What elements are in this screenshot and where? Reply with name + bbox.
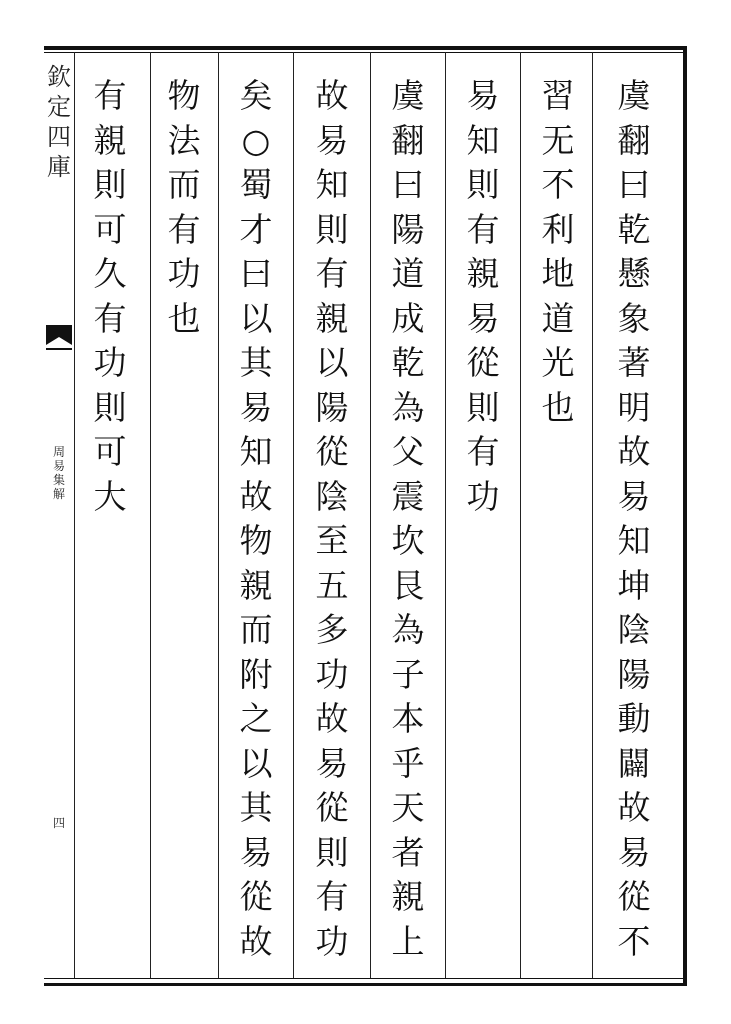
glyph: 才 bbox=[239, 209, 273, 249]
glyph: 則 bbox=[93, 165, 127, 204]
glyph: 无 bbox=[541, 120, 575, 160]
frame-bottom-inner-border bbox=[44, 978, 686, 979]
text-column bbox=[152, 74, 216, 341]
glyph: 從 bbox=[315, 788, 349, 827]
glyph: 可 bbox=[93, 209, 127, 249]
glyph: 象 bbox=[617, 298, 651, 338]
glyph: 欽 bbox=[47, 63, 71, 91]
glyph: 功 bbox=[315, 654, 349, 694]
glyph: ○ bbox=[241, 120, 271, 160]
column-rule bbox=[370, 52, 371, 978]
glyph: 以 bbox=[239, 298, 273, 338]
glyph: 多 bbox=[315, 610, 349, 649]
glyph: 周 bbox=[52, 445, 65, 459]
glyph: 故 bbox=[617, 788, 651, 827]
glyph: 易 bbox=[239, 832, 273, 872]
glyph: 親 bbox=[466, 254, 500, 293]
glyph: 四 bbox=[47, 123, 71, 151]
glyph: 有 bbox=[93, 76, 127, 115]
glyph: 也 bbox=[541, 387, 575, 427]
glyph: 故 bbox=[315, 699, 349, 738]
glyph: 則 bbox=[315, 832, 349, 872]
fishtail-mark-icon bbox=[44, 323, 74, 353]
glyph: 易 bbox=[315, 120, 349, 160]
glyph: 坤 bbox=[617, 565, 651, 605]
glyph: 虞 bbox=[617, 76, 651, 115]
glyph: 之 bbox=[239, 699, 273, 738]
glyph: 易 bbox=[466, 76, 500, 115]
glyph: 著 bbox=[617, 343, 651, 382]
glyph: 懸 bbox=[617, 254, 651, 293]
glyph: 故 bbox=[239, 476, 273, 516]
glyph: 至 bbox=[315, 521, 349, 560]
frame-top-inner-border bbox=[44, 52, 686, 53]
column-rule bbox=[520, 52, 521, 978]
glyph: 曰 bbox=[239, 254, 273, 293]
glyph: 不 bbox=[617, 921, 651, 961]
glyph: 易 bbox=[466, 298, 500, 338]
column-rule bbox=[74, 52, 75, 978]
glyph: 陽 bbox=[315, 387, 349, 427]
glyph: 親 bbox=[315, 298, 349, 338]
glyph: 久 bbox=[93, 254, 127, 293]
glyph: 虞 bbox=[391, 76, 425, 115]
glyph: 大 bbox=[93, 476, 127, 516]
glyph: 以 bbox=[315, 343, 349, 382]
text-column bbox=[376, 74, 440, 964]
glyph: 道 bbox=[391, 254, 425, 293]
glyph: 為 bbox=[391, 610, 425, 649]
glyph: 易 bbox=[617, 832, 651, 872]
glyph: 不 bbox=[541, 165, 575, 204]
glyph: 可 bbox=[93, 432, 127, 471]
glyph: 為 bbox=[391, 387, 425, 427]
glyph: 有 bbox=[167, 209, 201, 249]
glyph: 解 bbox=[52, 487, 65, 501]
glyph: 本 bbox=[391, 699, 425, 738]
glyph: 從 bbox=[466, 343, 500, 382]
glyph: 易 bbox=[52, 459, 65, 473]
glyph: 陰 bbox=[617, 610, 651, 649]
glyph: 有 bbox=[466, 209, 500, 249]
glyph: 定 bbox=[47, 93, 71, 121]
glyph: 父 bbox=[391, 432, 425, 471]
glyph: 而 bbox=[239, 610, 273, 649]
glyph: 有 bbox=[315, 877, 349, 916]
glyph: 矣 bbox=[239, 76, 273, 115]
glyph: 五 bbox=[315, 565, 349, 605]
glyph: 上 bbox=[391, 921, 425, 961]
glyph: 知 bbox=[315, 165, 349, 204]
glyph: 功 bbox=[167, 254, 201, 293]
column-rule bbox=[150, 52, 151, 978]
glyph: 子 bbox=[391, 654, 425, 694]
frame-top-border bbox=[44, 46, 686, 50]
glyph: 親 bbox=[391, 877, 425, 916]
text-column bbox=[602, 74, 666, 964]
glyph: 有 bbox=[466, 432, 500, 471]
glyph: 者 bbox=[391, 832, 425, 872]
text-column bbox=[451, 74, 515, 519]
glyph: 功 bbox=[466, 476, 500, 516]
glyph: 動 bbox=[617, 699, 651, 738]
glyph: 從 bbox=[315, 432, 349, 471]
glyph: 乾 bbox=[391, 343, 425, 382]
glyph: 親 bbox=[93, 120, 127, 160]
glyph: 其 bbox=[239, 788, 273, 827]
glyph: 陽 bbox=[617, 654, 651, 694]
glyph: 物 bbox=[239, 521, 273, 560]
glyph: 天 bbox=[391, 788, 425, 827]
glyph: 光 bbox=[541, 343, 575, 382]
glyph: 道 bbox=[541, 298, 575, 338]
glyph: 知 bbox=[239, 432, 273, 471]
glyph: 則 bbox=[466, 387, 500, 427]
glyph: 陽 bbox=[391, 209, 425, 249]
glyph: 親 bbox=[239, 565, 273, 605]
glyph: 有 bbox=[315, 254, 349, 293]
glyph: 習 bbox=[541, 76, 575, 115]
margin-book-title bbox=[47, 445, 71, 501]
glyph: 曰 bbox=[391, 165, 425, 204]
text-column bbox=[78, 74, 142, 519]
glyph: 知 bbox=[466, 120, 500, 160]
glyph: 闢 bbox=[617, 743, 651, 783]
column-rule bbox=[218, 52, 219, 978]
glyph: 故 bbox=[617, 432, 651, 471]
glyph: 物 bbox=[167, 76, 201, 115]
glyph: 而 bbox=[167, 165, 201, 204]
glyph: 知 bbox=[617, 521, 651, 560]
glyph: 附 bbox=[239, 654, 273, 694]
glyph: 翻 bbox=[391, 120, 425, 160]
glyph: 易 bbox=[315, 743, 349, 783]
glyph: 震 bbox=[391, 476, 425, 516]
glyph: 功 bbox=[315, 921, 349, 961]
margin-page-number: 四 bbox=[52, 816, 65, 830]
frame-bottom-border bbox=[44, 983, 686, 986]
glyph: 成 bbox=[391, 298, 425, 338]
glyph: 有 bbox=[93, 298, 127, 338]
glyph: 地 bbox=[541, 254, 575, 293]
glyph: 易 bbox=[617, 476, 651, 516]
glyph: 曰 bbox=[617, 165, 651, 204]
glyph: 則 bbox=[466, 165, 500, 204]
glyph: 艮 bbox=[391, 565, 425, 605]
text-column bbox=[224, 74, 288, 964]
glyph: 故 bbox=[315, 76, 349, 115]
glyph: 則 bbox=[315, 209, 349, 249]
glyph: 功 bbox=[93, 343, 127, 382]
glyph: 翻 bbox=[617, 120, 651, 160]
column-rule bbox=[293, 52, 294, 978]
column-rule bbox=[445, 52, 446, 978]
glyph: 明 bbox=[617, 387, 651, 427]
glyph: 從 bbox=[239, 877, 273, 916]
glyph: 也 bbox=[167, 298, 201, 338]
column-rule bbox=[592, 52, 593, 978]
glyph: 故 bbox=[239, 921, 273, 961]
frame-right-border bbox=[683, 46, 687, 986]
glyph: 則 bbox=[93, 387, 127, 427]
glyph: 乎 bbox=[391, 743, 425, 783]
glyph: 易 bbox=[239, 387, 273, 427]
glyph: 陰 bbox=[315, 476, 349, 516]
glyph: 其 bbox=[239, 343, 273, 382]
glyph: 集 bbox=[52, 473, 65, 487]
glyph: 蜀 bbox=[239, 165, 273, 204]
glyph: 法 bbox=[167, 120, 201, 160]
glyph: 利 bbox=[541, 209, 575, 249]
glyph: 以 bbox=[239, 743, 273, 783]
text-column bbox=[526, 74, 590, 430]
glyph: 庫 bbox=[47, 153, 71, 181]
glyph: 乾 bbox=[617, 209, 651, 249]
margin-title bbox=[44, 62, 74, 182]
glyph: 從 bbox=[617, 877, 651, 916]
glyph: 坎 bbox=[391, 521, 425, 560]
text-column bbox=[300, 74, 364, 964]
